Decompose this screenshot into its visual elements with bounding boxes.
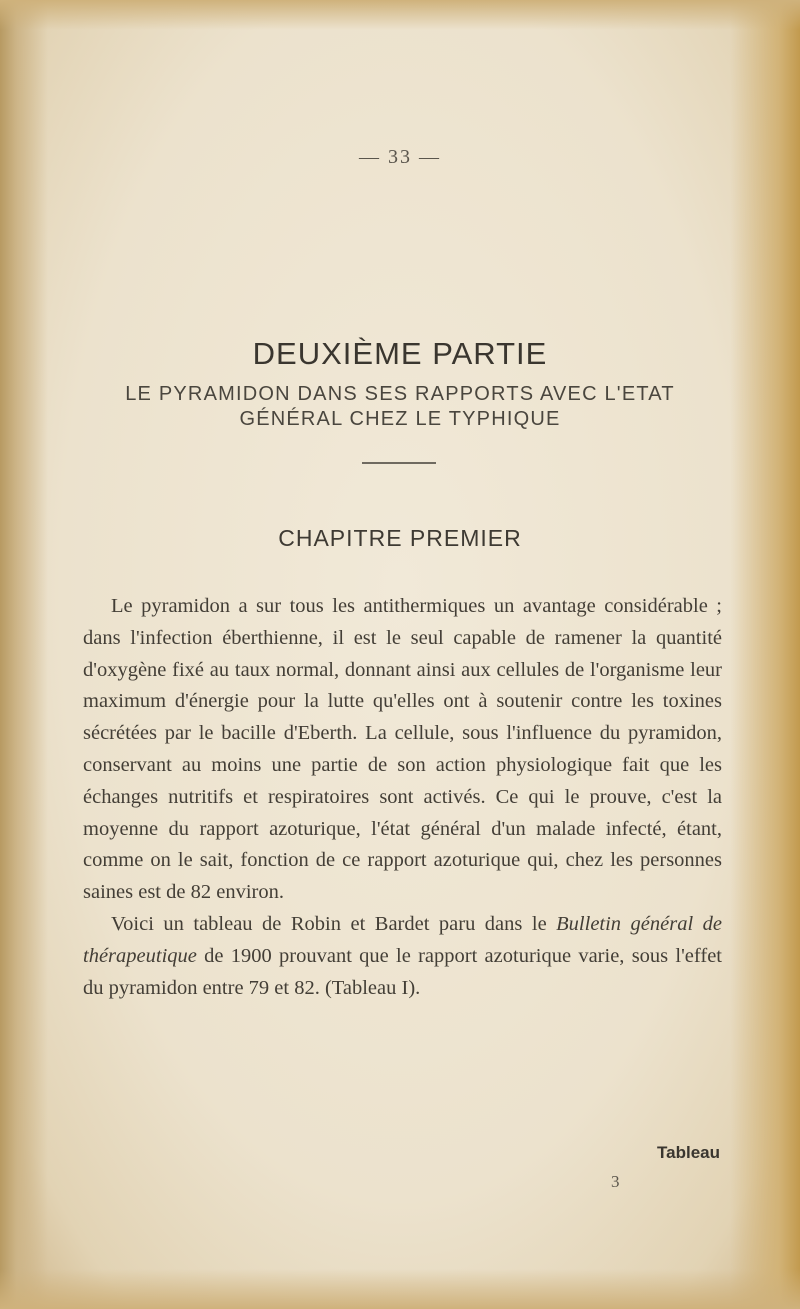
page-number: — 33 — [359, 146, 441, 168]
catchword: Tableau [657, 1143, 720, 1162]
paragraph-2-start: Voici un tableau de Robin et Bardet paru dans le [111, 913, 557, 935]
page-edge-top [0, 0, 800, 30]
body-paragraph-1 [83, 591, 722, 909]
body-paragraph-2 [83, 909, 722, 1004]
section-divider [362, 462, 436, 464]
subtitle-line-2: GÉNÉRAL CHEZ LE TYPHIQUE [239, 408, 561, 430]
page-edge-bottom [0, 1269, 800, 1309]
paragraph-2-end: de 1900 prouvant que le rapport azoturique varie, sous l'effet du pyramidon entre 79 et 82. (Tableau I). [83, 944, 722, 999]
paragraph-1-text: Le pyramidon a sur tous les antithermiques un avantage considérable ; dans l'infection éberthienne, il est le seul capable de ramener la quantité d'oxygène fixé au taux normal, donnant ainsi aux cellules de l'organisme leur maximum d'énergie pour la lutte qu'elles ont à soutenir contre les toxines sécrétées par le bacille d'Eberth. La cellule, sous l'influence du pyramidon, conservant au moins une partie de son action physiologique fait que les échanges nutritifs et respiratoires sont activés. Ce qui le prouve, c'est la moyenne du rapport azoturique, l'état général d'un malade infecté, étant, comme on le sait, fonction de ce rapport azoturique qui, chez les personnes saines est de 82 environ. [83, 595, 722, 904]
journal-title: Bulletin général de thérapeutique [83, 913, 723, 967]
part-title: DEUXIÈME PARTIE [252, 336, 548, 371]
chapter-title: CHAPITRE PREMIER [278, 525, 522, 551]
signature-mark: 3 [611, 1172, 620, 1191]
page-edge-left [0, 0, 48, 1309]
subtitle-line-1: LE PYRAMIDON DANS SES RAPPORTS AVEC L'ETAT [125, 383, 675, 405]
page-edge-right [730, 0, 800, 1309]
paragraph-2-text [83, 909, 722, 1004]
